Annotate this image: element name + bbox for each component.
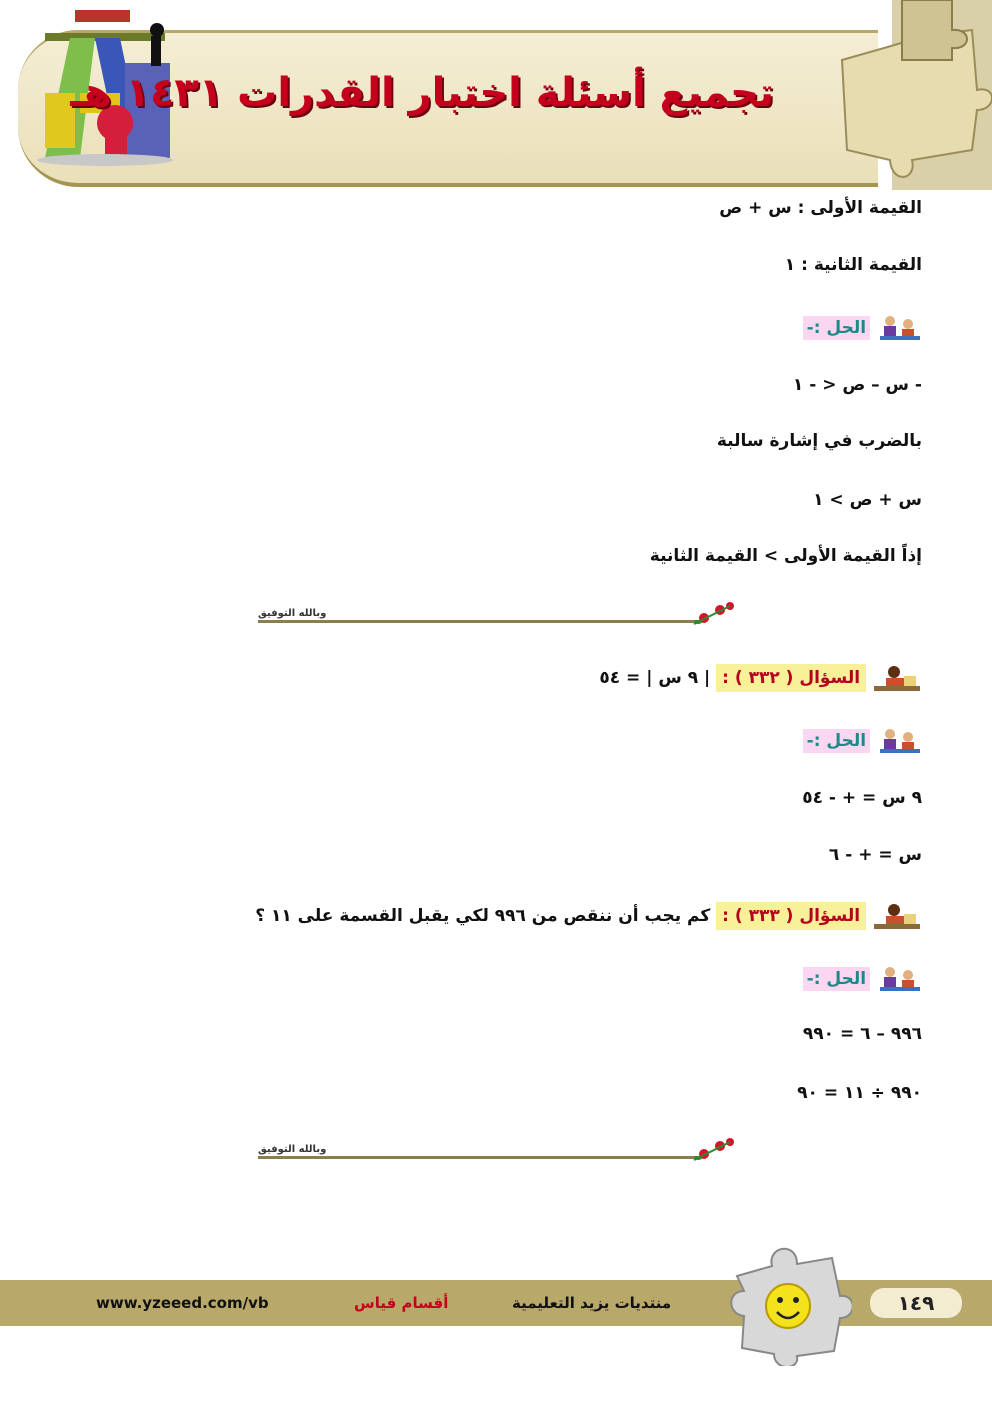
question-333-text: كم يجب أن ننقص من ٩٩٦ لكي يقبل القسمة على ١١ ؟ xyxy=(255,906,711,926)
header-banner xyxy=(0,0,992,190)
flower-icon xyxy=(690,600,738,630)
footer-forum-name: منتديات يزيد التعليمية xyxy=(512,1294,672,1312)
flower-icon xyxy=(690,1136,738,1166)
solution-row-1 xyxy=(803,314,922,342)
step2-line: بالضرب في إشارة سالبة xyxy=(716,431,922,451)
solution-label: الحل :- xyxy=(803,967,870,991)
divider-line xyxy=(258,1156,698,1159)
step1-line: - س – ص < - ١ xyxy=(792,375,922,395)
question-333-label: السؤال ( ٣٣٣ ) : xyxy=(716,902,866,930)
value1-line: القيمة الأولى : س + ص xyxy=(719,198,922,218)
students-icon xyxy=(878,965,922,993)
divider-text: وبالله التوفيق xyxy=(258,1144,327,1155)
question-333-row xyxy=(255,902,922,930)
step3-line: س + ص > ١ xyxy=(813,490,922,510)
solution-label: الحل :- xyxy=(803,316,870,340)
students-icon xyxy=(878,727,922,755)
conclusion-line: إذاً القيمة الأولى > القيمة الثانية xyxy=(649,546,922,566)
solution-label: الحل :- xyxy=(803,729,870,753)
question-332-text: | ٩ س | = ٥٤ xyxy=(599,668,711,688)
section-divider xyxy=(258,1136,738,1166)
footer-section: أقسام قياس xyxy=(354,1294,449,1312)
q333-step1: ٩٩٦ – ٦ = ٩٩٠ xyxy=(802,1024,922,1044)
footer-url[interactable]: www.yzeeed.com/vb xyxy=(96,1294,269,1312)
question-332-row xyxy=(599,664,922,692)
students-icon xyxy=(878,314,922,342)
student-reading-icon xyxy=(874,902,922,930)
page-number: ١٤٩ xyxy=(870,1288,962,1318)
student-reading-icon xyxy=(874,664,922,692)
q333-step2: ٩٩٠ ÷ ١١ = ٩٠ xyxy=(797,1083,922,1103)
q332-step2: س = + - ٦ xyxy=(828,845,922,865)
solution-row-3 xyxy=(803,965,922,993)
question-332-label: السؤال ( ٣٣٢ ) : xyxy=(716,664,866,692)
value2-line: القيمة الثانية : ١ xyxy=(784,255,922,275)
puzzle-pieces-decoration xyxy=(802,0,992,190)
smiley-puzzle-icon xyxy=(722,1236,852,1366)
solution-row-2 xyxy=(803,727,922,755)
q332-step1: ٩ س = + - ٥٤ xyxy=(802,788,922,808)
page-title: تجميع أسئلة اختبار القدرات ١٤٣١ هـ xyxy=(70,70,774,116)
divider-text: وبالله التوفيق xyxy=(258,608,327,619)
divider-line xyxy=(258,620,698,623)
section-divider xyxy=(258,600,738,630)
